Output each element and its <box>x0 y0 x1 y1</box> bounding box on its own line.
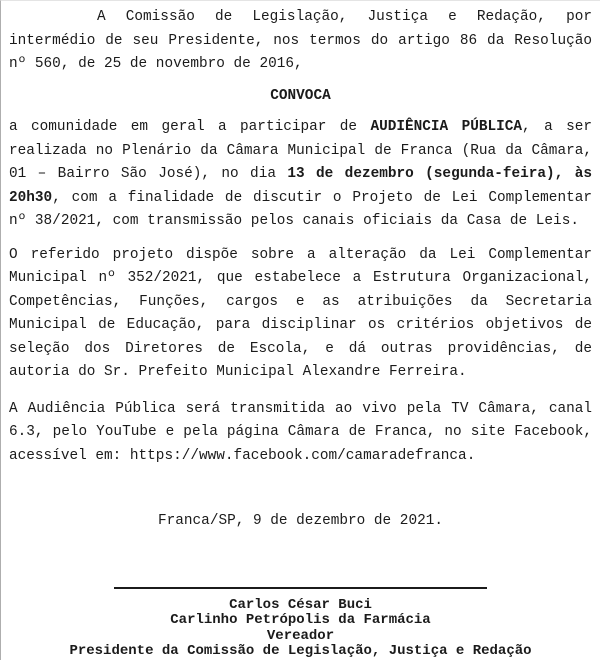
bold-text-run: AUDIÊNCIA PÚBLICA <box>370 119 523 135</box>
text-run: , com a finalidade de discutir o Projeto de Lei Complementar nº 38/2021, com transmissão pelos canais oficiais da Casa de Leis. <box>9 189 592 229</box>
document-body <box>9 6 592 468</box>
project-description-paragraph <box>9 244 592 385</box>
convocation-paragraph <box>9 116 592 234</box>
text-run: A Audiência Pública será transmitida ao vivo pela TV Câmara, canal 6.3, pelo YouTube e pela página Câmara de Franca, no site Facebook, acessível em: https://www.facebook.com/camaradefranca. <box>9 400 592 464</box>
text-run: , a ser realizada no Plenário da Câmara Municipal de Franca (Rua da Câmara, 01 – Bairro São José), no dia <box>9 119 593 182</box>
dateline: Franca/SP, 9 de dezembro de 2021. <box>158 513 443 529</box>
bold-text-run: 13 de dezembro (segunda-feira), às 20h30 <box>9 166 592 206</box>
signatory-nickname: Carlinho Petrópolis da Farmácia <box>170 612 431 628</box>
broadcast-paragraph <box>9 398 592 469</box>
signatory-title: Presidente da Comissão de Legislação, Justiça e Redação <box>69 643 532 659</box>
bold-text-run: CONVOCA <box>270 87 331 104</box>
signature-rule <box>114 587 487 589</box>
text-run: A Comissão de Legislação, Justiça e Redação, por intermédio de seu Presidente, nos termos do artigo 86 da Resolução nº 560, de 25 de novembro de 2016, <box>9 9 592 72</box>
opening-paragraph <box>9 6 592 77</box>
signature-block <box>9 587 592 660</box>
convoca-heading <box>9 85 592 109</box>
signatory-name: Carlos César Buci <box>229 596 372 613</box>
text-run: a comunidade em geral a participar de <box>9 119 371 135</box>
signatory-role: Vereador <box>266 627 335 644</box>
text-run: O referido projeto dispõe sobre a alteração da Lei Complementar Municipal nº 352/2021, que estabelece a Estrutura Organizacional, Competências, Funções, cargos e as atribuições da Secretaria Municipal de Educação, para disciplinar os critérios objetivos de seleção dos Diretores de Escola, e dá outras providências, de autoria do Sr. Prefeito Municipal Alexandre Ferreira. <box>9 246 592 380</box>
